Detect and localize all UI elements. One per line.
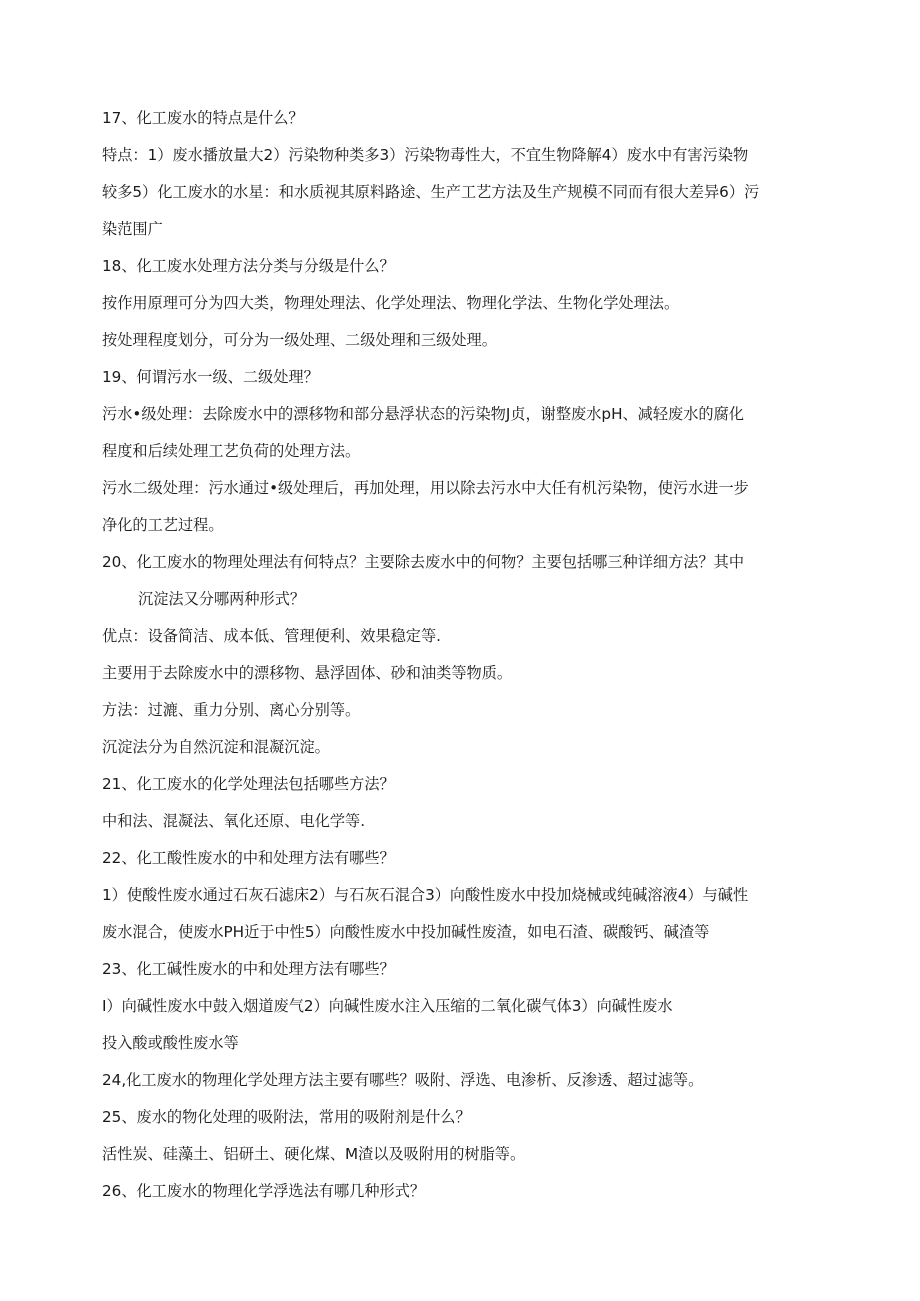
- answer-text: 沉淀法分为自然沉淀和混凝沉淀。: [102, 738, 330, 756]
- answer-text: 特点：1）废水播放量大2）污染物种类多3）污染物毒性大，不宜生物降解4）废水中有害污染物: [102, 146, 749, 164]
- question-23: 23、化工碱性废水的中和处理方法有哪些？: [102, 960, 395, 978]
- document-page: [102, 100, 822, 1210]
- answer-text: 较多5）化工废水的水星：和水质视其原料路途、生产工艺方法及生产规模不同而有很大差异6）污: [102, 183, 760, 201]
- question-17: 17、化工废水的特点是什么？: [102, 109, 304, 127]
- answer-text: 染范围广: [102, 220, 163, 238]
- answer-text: 方法：过漉、重力分别、离心分别等。: [102, 701, 361, 719]
- answer-text: 污水二级处理：污水通过•级处理后，再加处理，用以除去污水中大任有机污染物，使污水进一步: [102, 479, 749, 497]
- answer-text: 废水混合，使废水PH近于中性5）向酸性废水中投加碱性废渣，如电石渣、碳酸钙、碱渣等: [102, 923, 710, 941]
- question-18: 18、化工废水处理方法分类与分级是什么？: [102, 257, 395, 275]
- answer-text: 主要用于去除废水中的漂移物、悬浮固体、砂和油类等物质。: [102, 664, 513, 682]
- question-22: 22、化工酸性废水的中和处理方法有哪些？: [102, 849, 395, 867]
- question-25: 25、废水的物化处理的吸附法，常用的吸附剂是什么？: [102, 1108, 471, 1126]
- answer-text: 程度和后续处理工艺负荷的处理方法。: [102, 442, 361, 460]
- answer-text: 投入酸或酸性废水等: [102, 1034, 239, 1052]
- question-20-continuation: 沉淀法又分哪两种形式？: [138, 590, 306, 608]
- answer-text: I）向碱性废水中鼓入烟道废气2）向碱性废水注入压缩的二氧化碳气体3）向碱性废水: [102, 997, 673, 1015]
- answer-text: 中和法、混凝法、氧化还原、电化学等.: [102, 812, 366, 830]
- answer-text: 污水•级处理：去除废水中的漂移物和部分悬浮状态的污染物J贞，谢整废水pH、减轻废水的腐化: [102, 405, 744, 423]
- answer-text: 按处理程度划分，可分为一级处理、二级处理和三级处理。: [102, 331, 497, 349]
- question-20: 20、化工废水的物理处理法有何特点？主要除去废水中的何物？主要包括哪三种详细方法？其中: [102, 553, 745, 571]
- answer-text: 1）使酸性废水通过石灰石滤床2）与石灰石混合3）向酸性废水中投加烧械或纯碱溶液4）与碱性: [102, 886, 749, 904]
- question-21: 21、化工废水的化学处理法包括哪些方法？: [102, 775, 395, 793]
- answer-text: 按作用原理可分为四大类，物理处理法、化学处理法、物理化学法、生物化学处理法。: [102, 294, 680, 312]
- question-26: 26、化工废水的物理化学浮选法有哪几种形式？: [102, 1182, 426, 1200]
- answer-text: 优点：设备简洁、成本低、管理便利、效果稳定等.: [102, 627, 441, 645]
- answer-text: 活性炭、硅藻土、铝研土、硬化煤、M渣以及吸附用的树脂等。: [102, 1145, 526, 1163]
- answer-text: 净化的工艺过程。: [102, 516, 224, 534]
- question-24: 24,化工废水的物理化学处理方法主要有哪些？吸附、浮选、电渗析、反渗透、超过滤等。: [102, 1071, 704, 1089]
- question-19: 19、何谓污水一级、二级处理？: [102, 368, 319, 386]
